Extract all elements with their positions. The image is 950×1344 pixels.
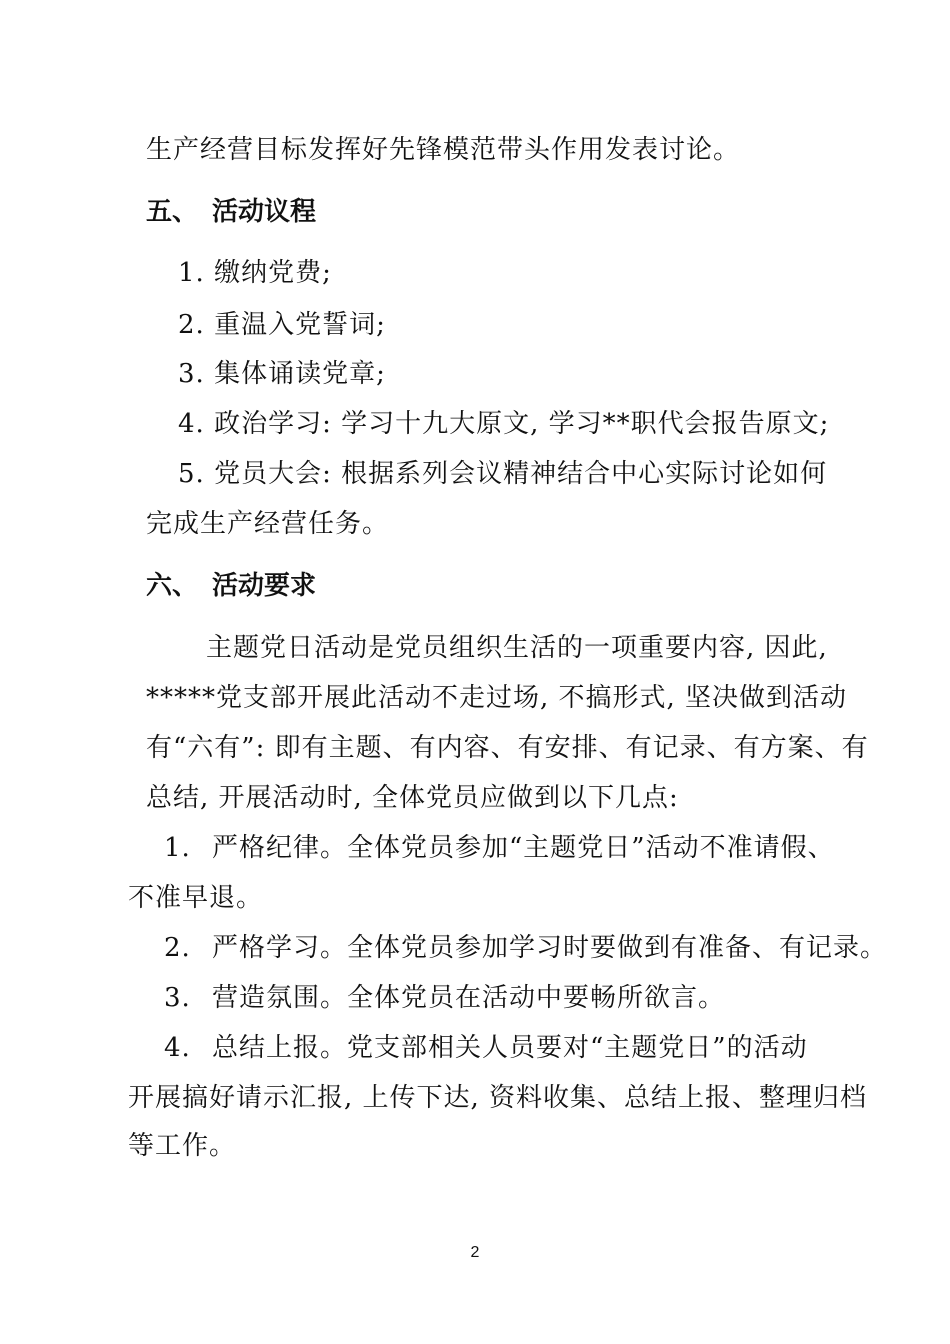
requirement-item-4-continuation: 开展搞好请示汇报, 上传下达, 资料收集、总结上报、整理归档 (128, 1083, 868, 1113)
requirement-item-1 (164, 832, 835, 864)
continuation-line: 生产经营目标发挥好先锋模范带头作用发表讨论。 (146, 135, 741, 165)
requirement-item-3-text: 营造氛围。全体党员在活动中要畅所欲言。 (212, 983, 726, 1013)
agenda-item-4-text: 政治学习: 学习十九大原文, 学习**职代会报告原文; (214, 409, 830, 439)
requirements-intro-line-4: 总结, 开展活动时, 全体党员应做到以下几点: (146, 783, 679, 813)
requirement-item-4-text: 总结上报。党支部相关人员要对“主题党日”的活动 (212, 1033, 808, 1063)
requirements-intro-line-1: 主题党日活动是党员组织生活的一项重要内容, 因此, (206, 633, 828, 663)
section-6-heading (146, 570, 316, 602)
requirement-item-4 (164, 1032, 808, 1064)
agenda-item-3-text: 集体诵读党章; (214, 359, 386, 389)
requirement-item-2 (164, 932, 887, 964)
agenda-item-2-number: 2. (178, 310, 205, 340)
requirement-item-4-number: 4. (164, 1033, 191, 1063)
agenda-item-4 (178, 408, 829, 440)
requirement-item-3 (164, 982, 725, 1014)
agenda-item-3-number: 3. (178, 359, 205, 389)
requirement-item-3-number: 3. (164, 983, 191, 1013)
section-6-number: 六、 (146, 571, 199, 601)
section-6-title: 活动要求 (212, 571, 317, 601)
agenda-item-1-text: 缴纳党费; (214, 258, 332, 288)
agenda-item-2-text: 重温入党誓词; (214, 310, 386, 340)
section-5-title: 活动议程 (212, 197, 317, 227)
requirements-intro-line-3: 有“六有”: 即有主题、有内容、有安排、有记录、有方案、有 (146, 733, 869, 763)
requirement-item-1-number: 1. (164, 833, 191, 863)
requirement-item-2-text: 严格学习。全体党员参加学习时要做到有准备、有记录。 (212, 933, 888, 963)
requirement-item-4-continuation-2: 等工作。 (128, 1131, 237, 1161)
agenda-item-3 (178, 358, 386, 390)
page-number: 2 (470, 1244, 480, 1261)
agenda-item-5-text: 党员大会: 根据系列会议精神结合中心实际讨论如何 (214, 459, 828, 489)
agenda-item-4-number: 4. (178, 409, 205, 439)
requirements-intro-line-2: *****党支部开展此活动不走过场, 不搞形式, 坚决做到活动 (146, 683, 848, 713)
section-5-heading (146, 196, 316, 228)
agenda-item-5 (178, 458, 827, 490)
section-5-number: 五、 (146, 197, 199, 227)
requirement-item-1-continuation: 不准早退。 (128, 883, 264, 913)
requirement-item-2-number: 2. (164, 933, 191, 963)
agenda-item-1 (178, 257, 332, 289)
agenda-item-1-number: 1. (178, 258, 205, 288)
agenda-item-5-number: 5. (178, 459, 205, 489)
requirement-item-1-text: 严格纪律。全体党员参加“主题党日”活动不准请假、 (212, 833, 835, 863)
agenda-item-2 (178, 309, 386, 341)
agenda-item-5-continuation: 完成生产经营任务。 (146, 509, 390, 539)
